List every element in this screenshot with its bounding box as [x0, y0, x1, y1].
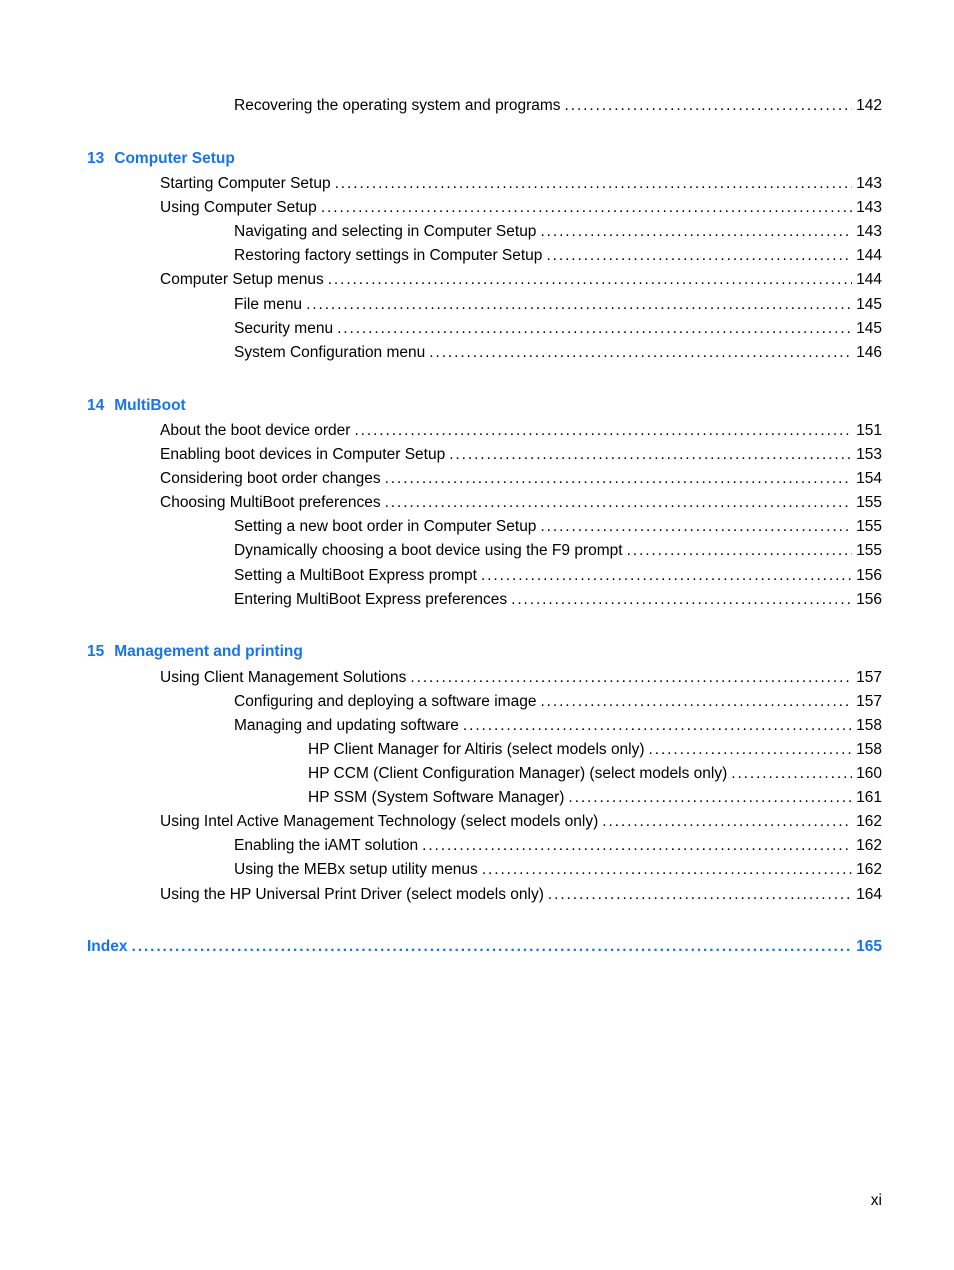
- toc-entry-title: Setting a new boot order in Computer Setup: [234, 518, 537, 535]
- toc-entry-title: Recovering the operating system and programs: [234, 97, 561, 114]
- toc-entry[interactable]: [0, 420, 954, 442]
- toc-entry-page: 146: [856, 344, 882, 361]
- toc-entry[interactable]: [0, 589, 954, 611]
- chapter-heading[interactable]: [87, 395, 186, 417]
- toc-entry-title: Computer Setup menus: [160, 271, 324, 288]
- toc-entry-page: 155: [856, 518, 882, 535]
- toc-entry-page: 156: [856, 591, 882, 608]
- toc-entry-title: Managing and updating software: [234, 717, 459, 734]
- chapter-title: Computer Setup: [114, 150, 235, 167]
- toc-entry-title: Using Intel Active Management Technology (select models only): [160, 813, 599, 830]
- toc-entry-title: Starting Computer Setup: [160, 175, 331, 192]
- chapter-title: Management and printing: [114, 643, 303, 660]
- toc-entry[interactable]: [0, 540, 954, 562]
- toc-entry-title: About the boot device order: [160, 422, 351, 439]
- dot-leader: [337, 318, 852, 340]
- dot-leader: [568, 787, 852, 809]
- toc-entry-title: Navigating and selecting in Computer Setup: [234, 223, 537, 240]
- chapter-number: 13: [87, 150, 105, 167]
- toc-entry-page: 162: [856, 861, 882, 878]
- toc-entry-page: 142: [856, 97, 882, 114]
- dot-leader: [602, 811, 852, 833]
- dot-leader: [422, 835, 852, 857]
- dot-leader: [328, 269, 852, 291]
- toc-entry-page: 144: [856, 247, 882, 264]
- toc-entry-page: 157: [856, 669, 882, 686]
- dot-leader: [511, 589, 852, 611]
- toc-entry[interactable]: [0, 294, 954, 316]
- toc-entry[interactable]: [0, 342, 954, 364]
- dot-leader: [306, 294, 852, 316]
- dot-leader: [540, 221, 852, 243]
- index-title: Index: [87, 938, 128, 955]
- toc-entry[interactable]: [0, 667, 954, 689]
- toc-entry-title: Enabling the iAMT solution: [234, 837, 419, 854]
- page-number: xi: [870, 1192, 882, 1209]
- dot-leader: [385, 468, 853, 490]
- toc-entry[interactable]: [0, 715, 954, 737]
- toc-entry[interactable]: [0, 859, 954, 881]
- toc-entry[interactable]: [0, 763, 954, 785]
- toc-entry-title: System Configuration menu: [234, 344, 426, 361]
- toc-entry[interactable]: [0, 95, 954, 117]
- toc-entry-page: 155: [856, 542, 882, 559]
- toc-entry-title: Using Computer Setup: [160, 199, 317, 216]
- toc-entry-title: Configuring and deploying a software image: [234, 693, 537, 710]
- toc-entry-title: Entering MultiBoot Express preferences: [234, 591, 508, 608]
- chapter-number: 15: [87, 643, 105, 660]
- toc-entry-page: 151: [856, 422, 882, 439]
- toc-entry-page: 144: [856, 271, 882, 288]
- dot-leader: [731, 763, 852, 785]
- dot-leader: [481, 565, 852, 587]
- chapter-title: MultiBoot: [114, 397, 186, 414]
- toc-index-entry[interactable]: [0, 936, 954, 958]
- toc-entry-title: Enabling boot devices in Computer Setup: [160, 446, 446, 463]
- toc-entry-page: 155: [856, 494, 882, 511]
- toc-entry[interactable]: [0, 565, 954, 587]
- dot-leader: [354, 420, 852, 442]
- toc-entry-title: Setting a MultiBoot Express prompt: [234, 567, 477, 584]
- toc-entry-page: 143: [856, 199, 882, 216]
- toc-entry[interactable]: [0, 691, 954, 713]
- toc-entry-title: File menu: [234, 296, 303, 313]
- dot-leader: [649, 739, 853, 761]
- toc-entry-page: 164: [856, 886, 882, 903]
- toc-entry[interactable]: [0, 245, 954, 267]
- chapter-heading[interactable]: [87, 148, 235, 170]
- toc-entry[interactable]: [0, 318, 954, 340]
- toc-entry[interactable]: [0, 173, 954, 195]
- dot-leader: [627, 540, 853, 562]
- dot-leader: [540, 516, 852, 538]
- toc-entry-title: Security menu: [234, 320, 334, 337]
- toc-entry-page: 162: [856, 837, 882, 854]
- toc-entry-title: Restoring factory settings in Computer Setup: [234, 247, 543, 264]
- toc-entry-page: 154: [856, 470, 882, 487]
- toc-entry[interactable]: [0, 444, 954, 466]
- toc-entry-page: 162: [856, 813, 882, 830]
- toc-entry[interactable]: [0, 884, 954, 906]
- toc-entry-title: HP CCM (Client Configuration Manager) (select models only): [308, 765, 728, 782]
- chapter-heading[interactable]: [87, 641, 303, 663]
- toc-entry-page: 158: [856, 741, 882, 758]
- toc-entry-page: 145: [856, 320, 882, 337]
- toc-entry[interactable]: [0, 811, 954, 833]
- toc-entry[interactable]: [0, 197, 954, 219]
- dot-leader: [565, 95, 853, 117]
- toc-entry-page: 143: [856, 175, 882, 192]
- dot-leader: [335, 173, 853, 195]
- dot-leader: [482, 859, 852, 881]
- toc-entry-title: HP SSM (System Software Manager): [308, 789, 565, 806]
- toc-entry-title: Considering boot order changes: [160, 470, 381, 487]
- toc-entry-page: 160: [856, 765, 882, 782]
- toc-entry-page: 157: [856, 693, 882, 710]
- toc-entry-page: 161: [856, 789, 882, 806]
- dot-leader: [429, 342, 852, 364]
- toc-entry[interactable]: [0, 492, 954, 514]
- dot-leader: [540, 691, 852, 713]
- toc-entry[interactable]: [0, 739, 954, 761]
- toc-entry-page: 156: [856, 567, 882, 584]
- dot-leader: [410, 667, 852, 689]
- toc-entry-page: 145: [856, 296, 882, 313]
- toc-entry-page: 153: [856, 446, 882, 463]
- chapter-number: 14: [87, 397, 105, 414]
- toc-entry[interactable]: [0, 221, 954, 243]
- dot-leader: [449, 444, 852, 466]
- dot-leader: [321, 197, 852, 219]
- toc-entry[interactable]: [0, 269, 954, 291]
- toc-entry-title: HP Client Manager for Altiris (select models only): [308, 741, 645, 758]
- toc-entry[interactable]: [0, 516, 954, 538]
- dot-leader: [546, 245, 852, 267]
- toc-entry-page: 143: [856, 223, 882, 240]
- toc-entry[interactable]: [0, 468, 954, 490]
- index-page: 165: [856, 938, 882, 955]
- toc-entry-title: Dynamically choosing a boot device using the F9 prompt: [234, 542, 623, 559]
- toc-entry[interactable]: [0, 787, 954, 809]
- toc-entry-title: Choosing MultiBoot preferences: [160, 494, 381, 511]
- toc-entry-title: Using the MEBx setup utility menus: [234, 861, 478, 878]
- toc-entry-title: Using Client Management Solutions: [160, 669, 407, 686]
- dot-leader: [548, 884, 852, 906]
- dot-leader: [131, 936, 852, 958]
- toc-entry-title: Using the HP Universal Print Driver (select models only): [160, 886, 544, 903]
- dot-leader: [463, 715, 852, 737]
- dot-leader: [385, 492, 853, 514]
- toc-entry[interactable]: [0, 835, 954, 857]
- toc-entry-page: 158: [856, 717, 882, 734]
